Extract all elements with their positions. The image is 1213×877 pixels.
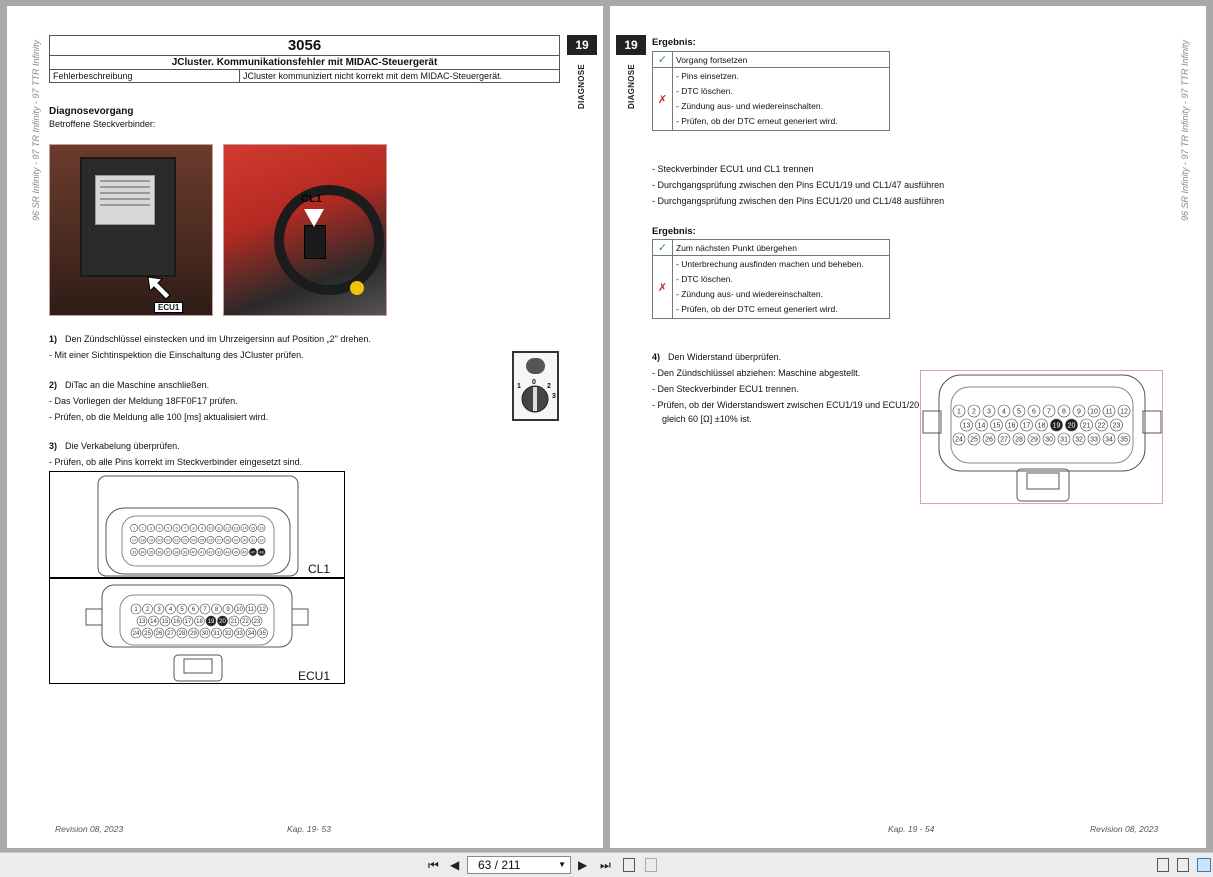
chapter-badge: 19 (616, 35, 646, 55)
fault-code: 3056 (50, 36, 560, 56)
connector-pin-number: 11 (1105, 408, 1113, 416)
connector-pin-number: 39 (182, 550, 188, 555)
page-select[interactable] (467, 856, 571, 874)
cl1-connector-label: CL1 (308, 562, 331, 576)
connector-pin-number: 2 (141, 526, 144, 531)
connector-pin-number: 30 (1045, 436, 1053, 444)
connector-pin-number: 2 (145, 607, 150, 614)
connector-pin-number: 17 (1022, 422, 1031, 430)
connector-pin-number: 14 (242, 526, 247, 531)
connector-pin-number: 7 (183, 526, 187, 531)
chapter-label: DIAGNOSE (577, 63, 586, 109)
connector-pin-number: 35 (148, 550, 154, 555)
chevron-down-icon: ▼ (558, 860, 566, 869)
connector-pin-number: 6 (1032, 408, 1036, 416)
chapter-badge: 19 (567, 35, 597, 55)
connector-pin-number: 20 (219, 619, 226, 626)
copy-page-icon[interactable] (623, 858, 635, 872)
key-pos-label: 2 (547, 383, 551, 390)
connector-pin-number: 21 (1082, 422, 1091, 430)
connector-pin-number: 16 (173, 619, 180, 626)
connector-pin-number: 22 (1097, 422, 1106, 430)
connector-pin-number: 33 (1090, 436, 1098, 444)
connector-pin-number: 9 (226, 607, 230, 614)
connector-pin-number: 17 (184, 619, 192, 626)
viewer-toolbar (0, 852, 1213, 877)
result-table-2 (652, 239, 890, 319)
connector-pin-number: 15 (161, 619, 169, 626)
connector-pin-number: 24 (191, 538, 196, 543)
document-page-left (7, 6, 603, 848)
step-4: 4) Den Widerstand überprüfen. (652, 352, 782, 362)
ecu1-photo-tag: ECU1 (154, 302, 183, 313)
key-pos-label: 1 (517, 383, 521, 390)
connector-pin-number: 8 (192, 526, 195, 531)
connector-pin-number: 35 (259, 631, 266, 638)
check-icon: ✓ (653, 52, 673, 68)
connector-pin-number: 28 (225, 538, 230, 543)
connector-pin-number: 1 (957, 408, 961, 416)
step-4-item: gleich 60 [Ω] ±10% ist. (662, 414, 752, 424)
connector-pin-number: 22 (174, 538, 179, 543)
connector-pin-number: 45 (233, 550, 239, 555)
connector-pin-number: 18 (196, 619, 203, 626)
connector-icon (304, 225, 326, 259)
description-value: JCluster kommuniziert nicht korrekt mit dem MIDAC-Steuergerät. (240, 70, 560, 83)
connector-pin-number: 4 (158, 526, 161, 531)
connector-pin-number: 38 (174, 550, 179, 555)
ecu1-connector-label: ECU1 (298, 669, 331, 683)
connector-pin-number: 43 (216, 550, 222, 555)
connector-pin-number: 32 (224, 631, 232, 638)
ecu-label-plate (95, 175, 155, 225)
step-3: 3) Die Verkabelung überprüfen. (49, 441, 180, 451)
step-2-item: - Prüfen, ob die Meldung alle 100 [ms] aktualisiert wird. (49, 412, 269, 422)
footer-revision: Revision 08, 2023 (1090, 824, 1159, 834)
connector-pin-number: 1 (132, 526, 136, 531)
connector-pin-number: 20 (157, 538, 162, 543)
connector-pin-number: 9 (1077, 408, 1081, 416)
connector-pin-number: 33 (131, 550, 137, 555)
arrow-icon (146, 275, 172, 301)
connector-pin-number: 30 (201, 631, 209, 638)
connector-pin-number: 37 (165, 550, 171, 555)
connector-pin-number: 12 (259, 607, 266, 614)
connector-pin-number: 13 (138, 619, 146, 626)
result-ok-text: Zum nächsten Punkt übergehen (673, 240, 890, 256)
connector-pin-number: 35 (1120, 436, 1128, 444)
connector-pin-number: 15 (250, 526, 256, 531)
step-1-item: - Mit einer Sichtinspektion die Einschaltung des JCluster prüfen. (49, 350, 304, 360)
connector-pin-number: 27 (1000, 436, 1008, 444)
connector-pin-number: 10 (208, 526, 213, 531)
connector-pin-number: 10 (1090, 408, 1098, 416)
cl1-connector-icon (50, 472, 346, 579)
previous-page-icon[interactable]: ◀ (450, 858, 460, 872)
connector-pin-number: 16 (259, 526, 264, 531)
connector-pin-number: 33 (236, 631, 243, 638)
connector-pin-number: 15 (992, 422, 1001, 430)
connector-pin-number: 4 (168, 607, 173, 614)
connector-pin-number: 31 (1060, 436, 1068, 444)
footer-page-number: Kap. 19- 53 (287, 824, 331, 834)
connector-pin-number: 29 (190, 631, 197, 638)
fault-code-table (49, 35, 560, 83)
connector-pin-number: 5 (180, 607, 184, 614)
connector-pin-number: 27 (216, 538, 222, 543)
connector-pin-number: 13 (962, 422, 971, 430)
connector-pin-number: 29 (233, 538, 239, 543)
connector-pin-number: 3 (157, 607, 161, 614)
result-fail-list: - Unterbrechung ausfinden machen und beheben. - DTC löschen. - Zündung aus- und wiedereinschalten. - Prüfen, ob der DTC erneut generiert wird. (673, 256, 890, 319)
result-ok-text: Vorgang fortsetzen (673, 52, 890, 68)
step-4-item: - Den Zündschlüssel abziehen: Maschine abgestellt. (652, 368, 861, 378)
connector-pin-number: 26 (155, 631, 163, 638)
description-label: Fehlerbeschreibung (50, 70, 240, 83)
result-fail-list: - Pins einsetzen. - DTC löschen. - Zündung aus- und wiedereinschalten. - Prüfen, ob der DTC erneut generiert wird. (673, 68, 890, 131)
first-page-icon[interactable]: ⏮ (428, 858, 439, 872)
key-pos-label: 3 (552, 393, 556, 400)
connector-pin-number: 32 (1075, 436, 1083, 444)
connector-pin-number: 31 (250, 538, 256, 543)
ecu1-connector-diagram (49, 578, 345, 684)
paste-page-icon[interactable] (645, 858, 657, 872)
connector-pin-number: 18 (140, 538, 145, 543)
connector-pin-number: 40 (191, 550, 196, 555)
check-item: - Durchgangsprüfung zwischen den Pins ECU1/19 und CL1/47 ausführen (652, 180, 945, 190)
connector-pin-number: 32 (259, 538, 264, 543)
cl1-photo (223, 144, 387, 316)
single-page-view-icon[interactable] (1157, 858, 1169, 872)
diagnosis-heading: Diagnosevorgang (49, 106, 134, 117)
next-page-icon[interactable]: ▶ (578, 858, 588, 872)
connector-pin-number: 26 (208, 538, 213, 543)
connector-pin-number: 7 (203, 607, 207, 614)
connector-pin-number: 7 (1047, 408, 1051, 416)
document-page-right (610, 6, 1206, 848)
connector-pin-number: 12 (1120, 408, 1128, 416)
connector-pin-number: 6 (175, 526, 178, 531)
connector-pin-number: 18 (1037, 422, 1046, 430)
connector-pin-number: 24 (132, 631, 140, 638)
result-heading: Ergebnis: (652, 37, 696, 48)
continuous-view-icon[interactable] (1177, 858, 1189, 872)
step-4-item: - Prüfen, ob der Widerstandswert zwischen ECU1/19 und ECU1/20 (652, 400, 920, 410)
connector-pin-number: 5 (1017, 408, 1021, 416)
step-4-item: - Den Steckverbinder ECU1 trennen. (652, 384, 799, 394)
connector-pin-number: 21 (165, 538, 171, 543)
connector-pin-number: 34 (247, 631, 255, 638)
connector-pin-number: 17 (131, 538, 137, 543)
result-heading: Ergebnis: (652, 226, 696, 237)
connector-pin-number: 19 (148, 538, 154, 543)
connector-pin-number: 29 (1030, 436, 1038, 444)
check-icon: ✓ (653, 240, 673, 256)
side-product-text: 96 SR Infinity - 97 TR Infinity - 97 TTR Infinity (31, 39, 41, 221)
connector-pin-number: 28 (1015, 436, 1023, 444)
last-page-icon[interactable]: ⏭ (600, 858, 611, 872)
ecu1-connector-icon (921, 371, 1164, 505)
diagnosis-subheading: Betroffene Steckverbinder: (49, 119, 156, 129)
connector-pin-number: 11 (247, 607, 255, 614)
connector-pin-number: 44 (225, 550, 230, 555)
check-item: - Steckverbinder ECU1 und CL1 trennen (652, 164, 814, 174)
connector-pin-number: 6 (191, 607, 196, 614)
chapter-label: DIAGNOSE (627, 63, 636, 109)
connector-pin-number: 14 (977, 422, 986, 430)
connector-pin-number: 16 (1007, 422, 1016, 430)
side-product-text: 96 SR Infinity - 97 TR Infinity - 97 TTR Infinity (1180, 39, 1190, 221)
connector-pin-number: 3 (149, 526, 153, 531)
connector-pin-number: 12 (225, 526, 230, 531)
cl1-connector-diagram (49, 471, 345, 578)
arrow-down-icon (304, 209, 324, 227)
connector-pin-number: 48 (259, 550, 264, 555)
connector-pin-number: 5 (166, 526, 170, 531)
steering-wheel-icon (274, 185, 384, 295)
connector-pin-number: 34 (140, 550, 145, 555)
connector-pin-number: 46 (242, 550, 247, 555)
connector-pin-number: 23 (1112, 422, 1121, 430)
connector-pin-number: 9 (200, 526, 204, 531)
key-pos-label: 0 (532, 379, 536, 386)
connector-pin-number: 14 (150, 619, 157, 626)
connector-pin-number: 41 (199, 550, 205, 555)
page-indicator: 63 / 211 (478, 858, 521, 872)
connector-pin-number: 10 (236, 607, 243, 614)
two-page-view-icon[interactable] (1197, 858, 1211, 872)
connector-pin-number: 25 (144, 631, 151, 638)
connector-pin-number: 1 (134, 607, 138, 614)
connector-pin-number: 23 (182, 538, 188, 543)
key-switch-figure (512, 351, 559, 421)
connector-pin-number: 23 (253, 619, 261, 626)
check-item: - Durchgangsprüfung zwischen den Pins ECU1/20 und CL1/48 ausführen (652, 196, 945, 206)
footer-revision: Revision 08, 2023 (55, 824, 124, 834)
connector-pin-number: 19 (207, 619, 215, 626)
cross-icon: ✗ (653, 68, 673, 131)
connector-pin-number: 19 (1052, 422, 1061, 430)
connector-pin-number: 2 (972, 408, 976, 416)
step-3-item: - Prüfen, ob alle Pins korrekt im Steckverbinder eingesetzt sind. (49, 457, 303, 467)
result-table-1 (652, 51, 890, 131)
step-2-item: - Das Vorliegen der Meldung 18FF0F17 prüfen. (49, 396, 238, 406)
connector-pin-number: 30 (242, 538, 247, 543)
cl1-photo-tag: CL1 (301, 193, 322, 205)
connector-pin-number: 24 (955, 436, 963, 444)
connector-pin-number: 3 (987, 408, 991, 416)
connector-pin-number: 47 (250, 550, 256, 555)
connector-pin-number: 36 (157, 550, 162, 555)
connector-pin-number: 4 (1002, 408, 1006, 416)
connector-pin-number: 31 (213, 631, 220, 638)
ecu1-photo (49, 144, 213, 316)
connector-pin-number: 21 (230, 619, 238, 626)
connector-pin-number: 8 (214, 607, 219, 614)
connector-pin-number: 42 (208, 550, 213, 555)
cross-icon: ✗ (653, 256, 673, 319)
footer-page-number: Kap. 19 - 54 (888, 824, 935, 834)
connector-pin-number: 28 (178, 631, 186, 638)
connector-pin-number: 20 (1067, 422, 1076, 430)
connector-pin-number: 22 (242, 619, 249, 626)
ecu1-connector-diagram-right (920, 370, 1163, 504)
connector-pin-number: 25 (970, 436, 978, 444)
fault-title: JCluster. Kommunikationsfehler mit MIDAC-Steuergerät (50, 56, 560, 70)
connector-pin-number: 26 (985, 436, 993, 444)
step-2: 2) DiTac an die Maschine anschließen. (49, 380, 210, 390)
yellow-button-icon (350, 281, 364, 295)
connector-pin-number: 25 (199, 538, 205, 543)
connector-pin-number: 13 (233, 526, 239, 531)
connector-pin-number: 34 (1105, 436, 1113, 444)
step-1: 1) Den Zündschlüssel einstecken und im Uhrzeigersinn auf Position „2" drehen. (49, 334, 371, 344)
connector-pin-number: 27 (167, 631, 174, 638)
connector-pin-number: 11 (217, 526, 221, 531)
connector-pin-number: 8 (1062, 408, 1066, 416)
